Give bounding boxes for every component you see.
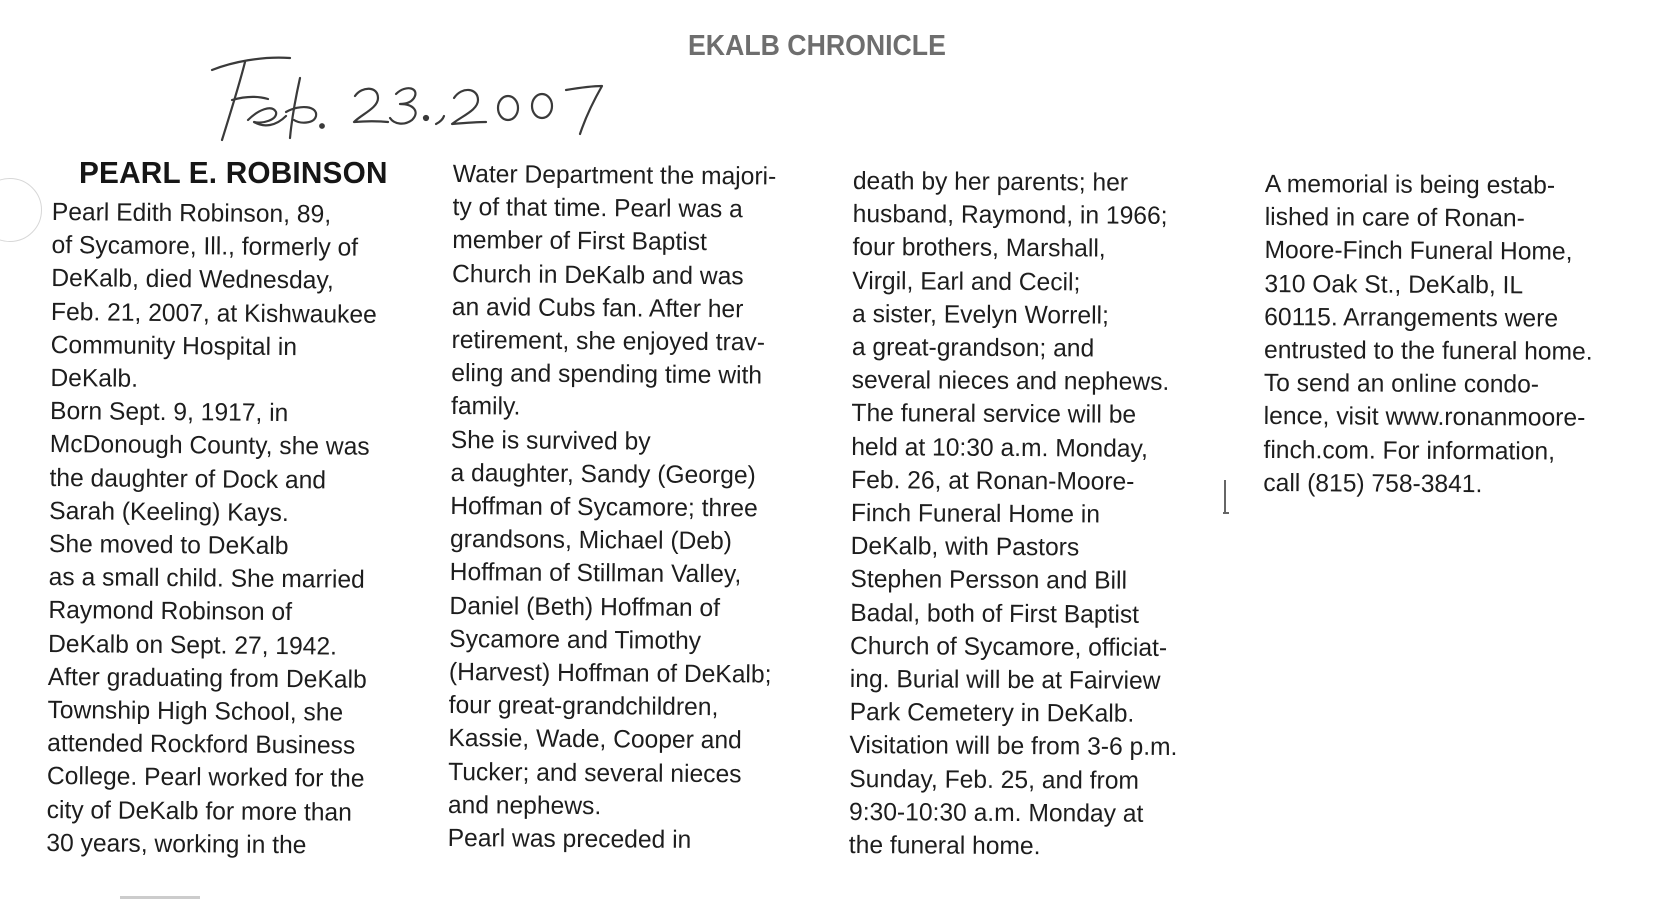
text-line: Water Department the majori- [452, 159, 777, 191]
text-line: call (815) 758-3841. [1263, 468, 1483, 498]
text-line: death by her parents; her [852, 166, 1129, 197]
text-line: city of DeKalb for more than [46, 795, 352, 827]
text-line: To send an online condo- [1263, 369, 1540, 399]
text-line: ing. Burial will be at Fairview [849, 665, 1161, 695]
handwritten-date [0, 0, 640, 150]
text-line: four great-grandchildren, [448, 691, 719, 722]
text-line: the funeral home. [848, 831, 1041, 861]
text-line: the daughter of Dock and [49, 463, 327, 495]
text-line: four brothers, Marshall, [852, 233, 1106, 263]
text-line: Born Sept. 9, 1917, in [49, 397, 289, 428]
text-line: Badal, both of First Baptist [850, 598, 1140, 629]
text-line: Finch Funeral Home in [850, 499, 1101, 529]
text-line: Hoffman of Stillman Valley, [449, 558, 742, 589]
obituary-column-3 [849, 165, 1186, 864]
newspaper-stamp: EKALB CHRONICLE [688, 30, 946, 62]
text-line: After graduating from DeKalb [47, 662, 367, 694]
text-line: DeKalb, died Wednesday, [51, 264, 334, 295]
text-line: an avid Cubs fan. After her [451, 292, 744, 324]
text-line: attended Rockford Business [47, 729, 356, 760]
obituary-column-2 [448, 158, 782, 858]
text-line: Church in DeKalb and was [451, 259, 744, 290]
text-line: retirement, she enjoyed trav- [451, 326, 766, 357]
text-line: Pearl was preceded in [447, 824, 692, 854]
text-line: 60115. Arrangements were [1264, 302, 1559, 333]
text-line: DeKalb. [50, 364, 139, 393]
text-line: Township High School, she [47, 696, 344, 727]
text-line: finch.com. For information, [1263, 435, 1556, 466]
text-line: lished in care of Ronan- [1264, 203, 1525, 233]
text-line: Pearl Edith Robinson, 89, [51, 197, 332, 229]
text-line: a sister, Evelyn Worrell; [852, 299, 1109, 330]
text-line: College. Pearl worked for the [46, 762, 365, 794]
punch-hole [0, 178, 42, 242]
text-line: entrusted to the funeral home. [1263, 336, 1593, 366]
text-line: as a small child. She married [48, 563, 365, 594]
text-line: family. [450, 392, 521, 421]
text-line: Virgil, Earl and Cecil; [852, 266, 1081, 297]
text-line: Church of Sycamore, officiat- [849, 631, 1168, 662]
text-line: ty of that time. Pearl was a [452, 193, 743, 224]
text-line: Stephen Persson and Bill [850, 565, 1128, 596]
text-line: husband, Raymond, in 1966; [852, 200, 1168, 231]
text-line: DeKalb on Sept. 27, 1942. [47, 629, 338, 661]
scan-artifact [1224, 480, 1226, 514]
scan-artifact [1223, 512, 1229, 514]
obituary-column-1 [46, 196, 383, 863]
obituary-headline: PEARL E. ROBINSON [79, 155, 388, 190]
text-line: Sycamore and Timothy [449, 624, 702, 655]
text-line: Sarah (Keeling) Kays. [49, 496, 289, 527]
text-line: Tucker; and several nieces [448, 757, 742, 788]
text-line: (Harvest) Hoffman of DeKalb; [448, 658, 772, 689]
text-line: eling and spending time with [451, 359, 763, 390]
text-line: of Sycamore, Ill., formerly of [51, 231, 359, 262]
text-line: a daughter, Sandy (George) [450, 458, 756, 490]
text-line: Park Cemetery in DeKalb. [849, 698, 1135, 728]
obituary-column-4 [1263, 168, 1598, 502]
text-line: Daniel (Beth) Hoffman of [449, 591, 721, 622]
text-line: Hoffman of Sycamore; three [450, 492, 758, 523]
text-line: grandsons, Michael (Deb) [449, 525, 733, 556]
text-line: Kassie, Wade, Cooper and [448, 724, 742, 755]
text-line: several nieces and nephews. [851, 366, 1170, 397]
text-line: 30 years, working in the [46, 828, 307, 860]
text-line: 9:30-10:30 a.m. Monday at [848, 797, 1144, 828]
text-line: She moved to DeKalb [48, 530, 289, 561]
scan-artifact [120, 896, 200, 899]
text-line: Community Hospital in [50, 330, 298, 361]
text-line: a great-grandson; and [851, 333, 1095, 363]
text-line: DeKalb, with Pastors [850, 532, 1080, 562]
text-line: Moore-Finch Funeral Home, [1264, 236, 1573, 267]
text-line: member of First Baptist [452, 226, 707, 257]
text-line: Feb. 21, 2007, at Kishwaukee [50, 297, 377, 329]
text-line: 310 Oak St., DeKalb, IL [1264, 269, 1524, 299]
text-line: held at 10:30 a.m. Monday, [851, 432, 1148, 463]
text-line: lence, visit www.ronanmoore- [1263, 402, 1586, 433]
text-line: Sunday, Feb. 25, and from [849, 764, 1140, 795]
text-line: Visitation will be from 3-6 p.m. [849, 731, 1178, 762]
text-line: A memorial is being estab- [1264, 169, 1556, 200]
text-line: The funeral service will be [851, 399, 1137, 430]
text-line: and nephews. [447, 790, 602, 821]
text-line: She is survived by [450, 425, 651, 456]
text-line: Feb. 26, at Ronan-Moore- [850, 465, 1135, 496]
text-line: Raymond Robinson of [48, 596, 293, 627]
text-line: McDonough County, she was [49, 430, 370, 462]
